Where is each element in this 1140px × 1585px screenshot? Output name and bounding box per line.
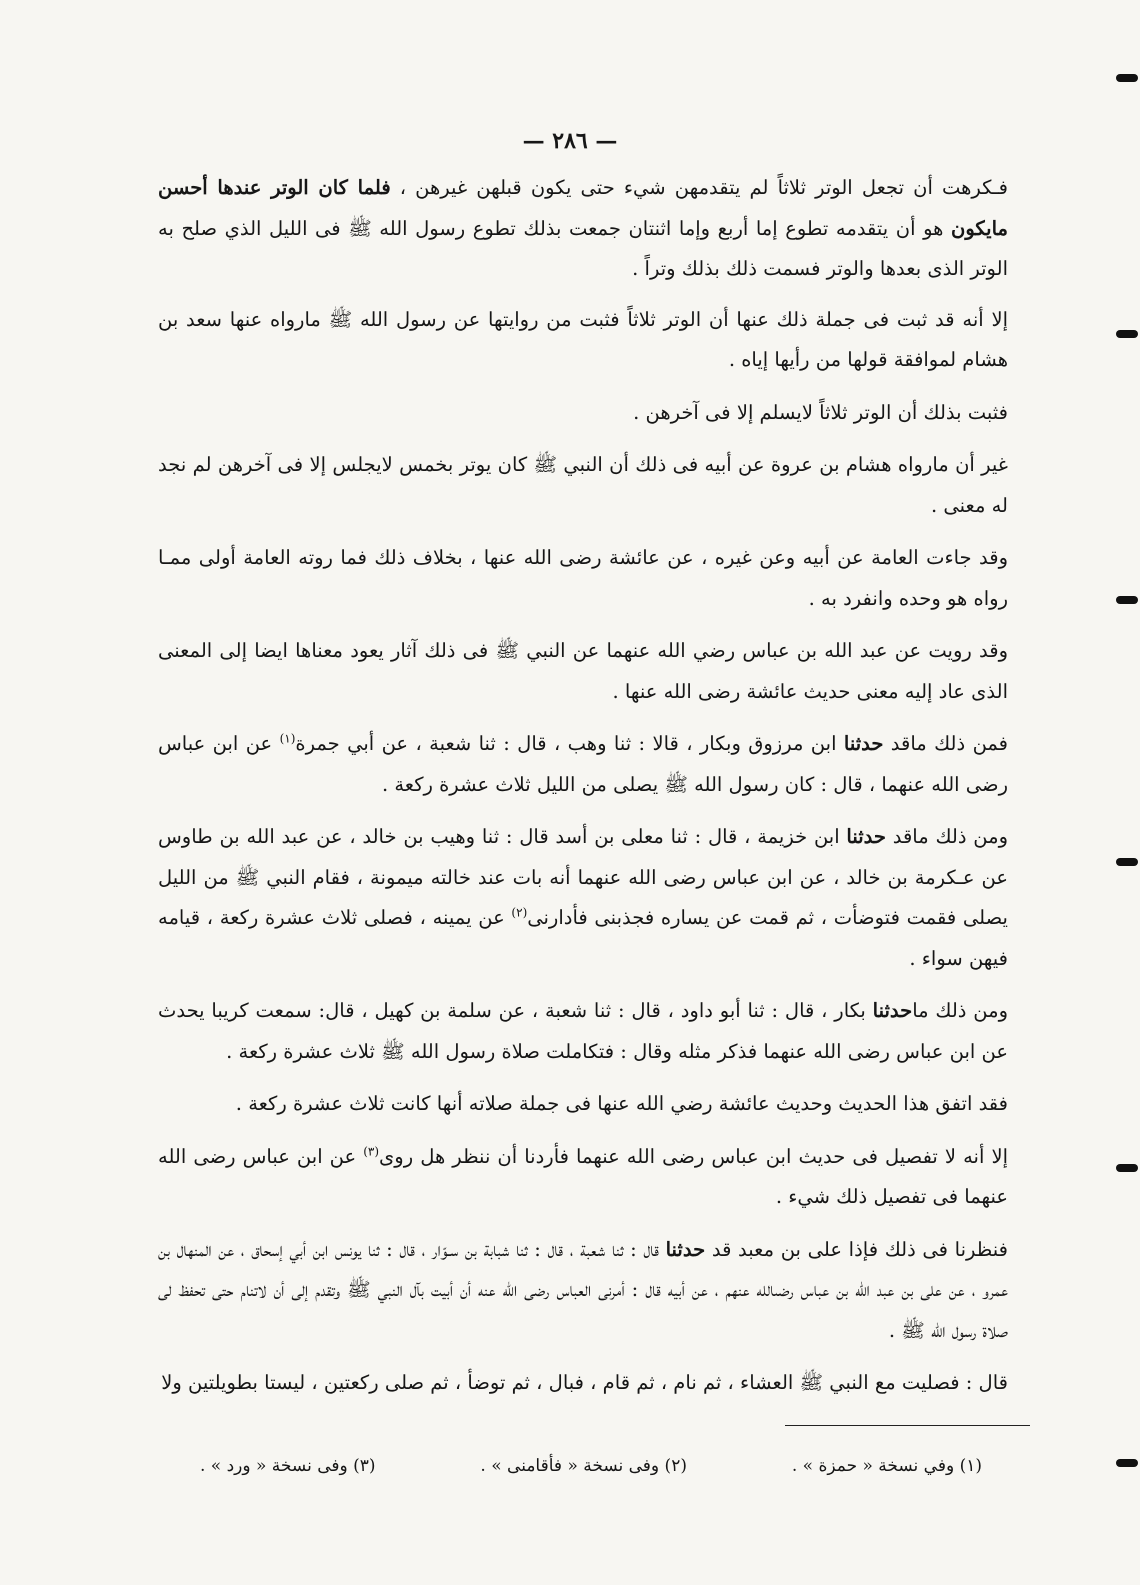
narration-keyword: حدثنا [872,999,913,1022]
footnote-marker-3: (٣) [363,1144,380,1158]
paragraph-10: فقد اتفق هذا الحديث وحديث عائشة رضي الله عنها فى جملة صلاته أنها كانت ثلاث عشرة ركعة . [235,1092,1008,1115]
paragraph-13: قال : فصليت مع النبي ﷺ العشاء ، ثم نام ، ثم قام ، فبال ، ثم توضأ ، ثم صلى ركعتين ، ليستا بطويلتين ولا [161,1371,1008,1394]
margin-mark [1116,596,1138,604]
emphasized-phrase: فلما كان الوتر عندها أحسن مايكون [158,176,1008,240]
paragraph-11-text-b: عن ابن عباس رضى الله عنهما فى تفصيل ذلك شيء . [158,1144,1008,1208]
margin-mark [1116,1459,1138,1467]
footnote-marker-2: (٢) [511,905,528,920]
paragraph-11-text-a: إلا أنه لا تفصيل فى حديث ابن عباس رضى الله عنهما فأردنا أن ننظر هل روى [379,1144,1008,1168]
narration-keyword: حدثنا [843,732,884,755]
paragraph-8-text-a: ومن ذلك ماقد حدثنا ابن خزيمة ، قال : ثنا معلى بن أسد قال : ثنا وهيب بن خالد ، عن عبد الله بن طاوس عن عـكرمة بن خالد ، عن ابن عباس رضى الله عنهما أنه بات عند خالته ميمونة ، فقام النبي ﷺ من الليل يصلى فقمت فتوضأت ، ثم قمت عن يساره فجذبنى فأدارنى [158,825,1008,929]
footnote-2: (٢) وفى نسخة « فأقامنى » . [480,1456,687,1476]
margin-mark [1116,74,1138,82]
footnote-3: (٣) وفى نسخة « ورد » . [200,1456,376,1476]
paragraph-2: إلا أنه قد ثبت فى جملة ذلك عنها أن الوتر ثلاثاً فثبت من روايتها عن رسول الله ﷺ مارواه عنها سعد بن هشام لموافقة قولها من رأيها إياه . [158,307,1008,371]
margin-mark [1116,858,1138,866]
main-text [158,168,1008,1416]
paragraph-8-text-b: عن يمينه ، فصلى ثلاث عشرة ركعة ، قيامه فيهن سواء . [158,906,1008,970]
paragraph-7 [158,724,1008,805]
footnote-1: (١) وفي نسخة « حمزة » . [791,1456,982,1476]
paragraph-9: ومن ذلك ماحدثنا بكار ، قال : ثنا أبو داود ، قال : ثنا شعبة ، عن سلمة بن كهيل ، قال: سمعت كريبا يحدث عن ابن عباس رضى الله عنهما فذكر مثله وقال : فتكاملت صلاة رسول الله ﷺ ثلاث عشرة ركعة . [158,999,1008,1063]
paragraph-4: غير أن مارواه هشام بن عروة عن أبيه فى ذلك أن النبي ﷺ كان يوتر بخمس لايجلس إلا فى آخرهن لم نجد له معنى . [158,453,1008,517]
paragraph-6: وقد رويت عن عبد الله بن عباس رضي الله عنهما عن النبي ﷺ فى ذلك آثار يعود معناها ايضا إلى المعنى الذى عاد إليه معنى حديث عائشة رضى الله عنها . [158,639,1008,703]
narration-keyword: حدثنا [846,825,886,848]
paragraph-7-text-b: عن ابن عباس رضى الله عنهما ، قال : كان رسول الله ﷺ يصلى من الليل ثلاث عشرة ركعة . [158,732,1008,796]
paragraph-11 [158,1137,1008,1218]
footnotes [200,1456,982,1476]
paragraph-5: وقد جاءت العامة عن أبيه وعن غيره ، عن عائشة رضى الله عنها ، بخلاف ذلك فما روته العامة أولى ممـا رواه هو وحده وانفرد به . [158,546,1008,610]
paragraph-1 [158,168,1008,290]
margin-mark [1116,330,1138,338]
footnote-marker-1: (١) [279,731,296,746]
paragraph-1-text: فـكرهت أن تجعل الوتر ثلاثاً لم يتقدمهن شيء حتى يكون قبلهن غيرهن ، فلما كان الوتر عندها أحسن مايكون هو أن يتقدمه تطوع إما أربع وإما اثنتان جمعت بذلك تطوع رسول الله ﷺ فى الليل الذي صلح به الوتر الذى بعدها والوتر فسمت ذلك بذلك وتراً . [158,176,1008,280]
page-number: — ٢٨٦ — [522,128,618,154]
paragraph-7-text-a: فمن ذلك ماقد حدثنا ابن مرزوق وبكار ، قالا : ثنا وهب ، قال : ثنا شعبة ، عن أبي جمرة [295,732,1009,755]
paragraph-12: فنظرنا فى ذلك فإذا على بن معبد قد حدثنا قال : ثنا شعبة ، قال : ثنا شبابة بن سـوّار ، قال : ثنا يونس ابن أبي إسحاق ، عن المنهال بن عمرو ، عن على بن عبد الله بن عباس رضىالله عنهم ، عن أبيه قال : أمرنى العباس رضى الله عنه أن أبيت بآل النبي ﷺ وتقدم إلى أن لاتنام حتى تحفظ لى صلاة رسول الله ﷺ . [158,1237,1009,1342]
margin-mark [1116,1164,1138,1172]
paragraph-8 [158,817,1008,979]
narration-keyword: حدثنا [665,1237,706,1261]
paragraph-3: فثبت بذلك أن الوتر ثلاثاً لايسلم إلا فى آخرهن . [633,400,1008,424]
footnote-divider [785,1425,1030,1426]
